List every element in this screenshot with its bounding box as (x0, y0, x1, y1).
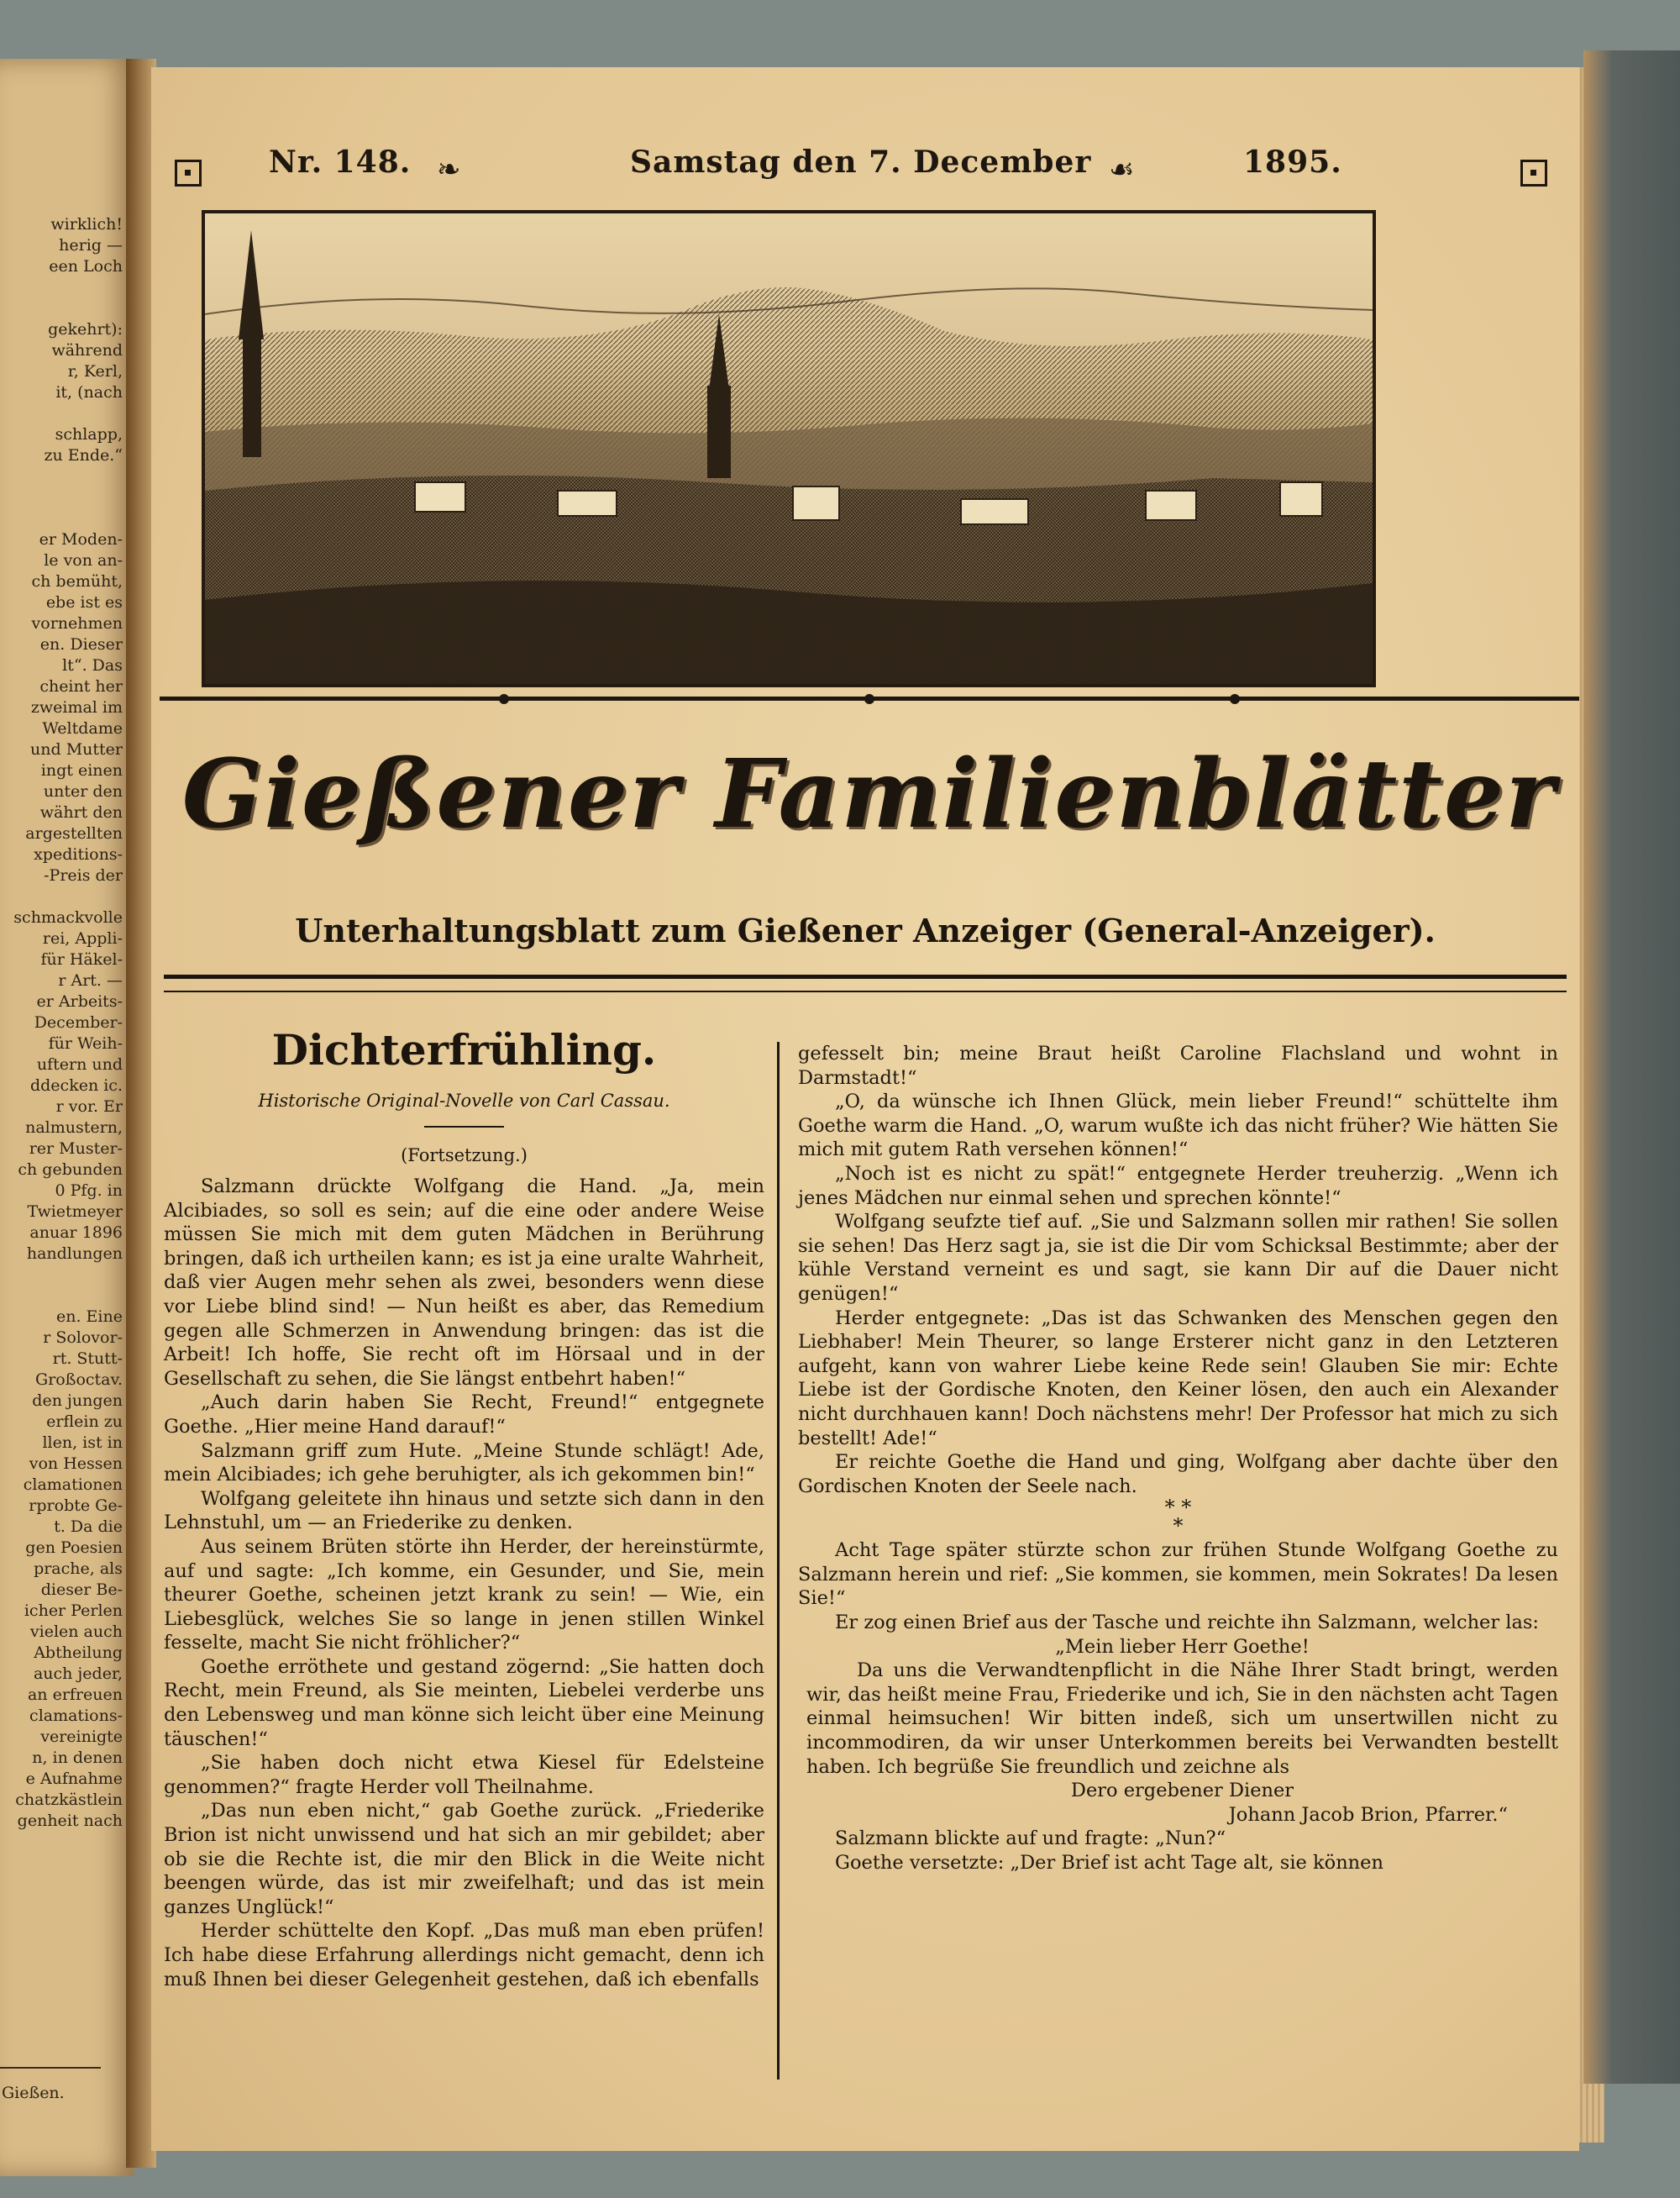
left-page-line (0, 1286, 123, 1307)
flourish-ornament: ❧ (437, 153, 461, 187)
paragraph: Er zog einen Brief aus der Tasche und reichte ihn Salzmann, welcher las: (835, 1612, 1540, 1634)
left-page-line: ingt einen (40, 761, 123, 780)
left-page-line: ch gebunden (18, 1160, 123, 1179)
left-page-line: ebe ist es (45, 593, 123, 612)
left-page-line: auch jeder, (33, 1664, 123, 1683)
left-page-line: argestellten (25, 824, 123, 843)
left-page-line: clamationen (23, 1475, 123, 1494)
left-page-line: prache, als (34, 1559, 123, 1578)
left-page-line: Abtheilung (34, 1643, 123, 1662)
left-page-line (0, 403, 123, 424)
paragraph: Salzmann blickte auf und fragte: „Nun?“ (835, 1827, 1226, 1850)
book-cover-edge (1583, 50, 1680, 2084)
letter-salutation: „Mein lieber Herr Goethe! (1055, 1635, 1310, 1658)
paragraph: Acht Tage später stürzte schon zur frühen Stunde Wolfgang Goethe zu Salzmann herein und rief: „Sie kommen, sie kommen, mein Sokrates! Da lesen Sie!“ (798, 1539, 1558, 1610)
left-page-line: r vor. Er (55, 1097, 123, 1116)
left-page-line: chatzkästlein (15, 1790, 123, 1809)
left-page-line: während (51, 341, 123, 360)
left-page-line: rt. Stutt- (52, 1349, 123, 1368)
newspaper-title: Gießener Familienblätter (181, 739, 1557, 849)
left-page-line: n, in denen (32, 1748, 123, 1767)
article-area (151, 67, 1579, 2151)
left-page-line: zu Ende.“ (44, 446, 123, 465)
section-break-stars: * * * (1164, 1496, 1192, 1538)
left-column (164, 1175, 764, 1991)
left-page-line (0, 466, 123, 487)
left-page-line: zweimal im (30, 698, 123, 717)
left-page-line: vielen auch (29, 1622, 123, 1641)
left-page-line: e Aufnahme (25, 1769, 123, 1788)
continuation-note: (Fortsetzung.) (401, 1145, 528, 1165)
left-page-line: rprobte Ge- (29, 1496, 123, 1515)
left-page-line: Weltdame (42, 719, 123, 738)
left-page-line: rei, Appli- (42, 929, 123, 948)
letter-closing: Dero ergebener Diener (1070, 1780, 1294, 1802)
left-page-line: für Häkel- (40, 950, 123, 969)
left-page-line (0, 1265, 123, 1286)
left-page-line: den jungen (32, 1391, 123, 1410)
left-page-line: December- (34, 1013, 123, 1032)
paragraph: Wolfgang seufzte tief auf. „Sie und Salzmann sollen mir rathen! Sie sollen sie sehen! Das Herz sagt ja, sie ist die Dir vom Schicksal Bestimmte; aber der kühle Verstand verneint es und sagt, sie kann Dir auf die Dauer nicht genügen!“ (798, 1211, 1558, 1305)
left-page-line: een Loch (49, 257, 123, 276)
paragraph: Herder entgegnete: „Das ist das Schwanken des Menschen gegen den Liebhaber! Mein Theurer, so lange Ersterer nicht ganz in den Letzteren aufgeht, kann von wahrer Liebe keine Rede sein! Glauben Sie mir: Echte Liebe ist der Gordische Knoten, den Keiner lösen, den auch ein Alexander nicht durchhauen kann! Doch nächstens mehr! Der Professor hat mich zu sich bestellt! Ade!“ (798, 1307, 1558, 1449)
left-page-line: und Mutter (30, 740, 123, 759)
left-page-line: schlapp, (55, 425, 123, 444)
left-page-line: schmackvolle (13, 908, 123, 927)
left-page-line: er Arbeits- (36, 992, 123, 1011)
left-page-line: ch bemüht, (31, 572, 123, 591)
paragraph: Salzmann griff zum Hute. „Meine Stunde schlägt! Ade, mein Alcibiades; ich gehe beruhigter, als ich gekommen bin!“ (164, 1439, 764, 1486)
left-page-line: anuar 1896 (29, 1223, 123, 1242)
letter-signature: Johann Jacob Brion, Pfarrer.“ (1228, 1803, 1508, 1826)
paragraph: Wolfgang geleitete ihn hinaus und setzte sich dann in den Lehnstuhl, um — an Friederike zu denken. (164, 1487, 764, 1534)
left-page-line (0, 487, 123, 508)
left-page-line: für Weih- (48, 1034, 123, 1053)
paragraph: Herder schüttelte den Kopf. „Das muß man eben prüfen! Ich habe diese Erfahrung allerdings nicht gemacht, denn ich muß Ihnen bei dieser Gelegenheit gestehen, daß ich ebenfalls (164, 1920, 764, 1990)
left-page-line: 0 Pfg. in (55, 1181, 123, 1200)
left-page-line (0, 298, 123, 319)
left-page-line: icher Perlen (24, 1601, 123, 1620)
issue-year: 1895. (1243, 145, 1342, 180)
left-page-line: handlungen (26, 1244, 123, 1263)
issue-date: Samstag den 7. December (630, 145, 1092, 180)
left-page-line: llen, ist in (42, 1433, 123, 1452)
left-page-line: er Moden- (39, 530, 123, 549)
left-page-line: en. Dieser (39, 635, 123, 654)
left-page-line (0, 886, 123, 907)
left-page-line: gekehrt): (48, 320, 123, 339)
left-page-line: r Solovor- (43, 1328, 123, 1347)
left-page-line: erflein zu (46, 1412, 123, 1431)
paragraph: gefesselt bin; meine Braut heißt Caroline Flachsland und wohnt in Darmstadt!“ (798, 1043, 1558, 1089)
quoted-letter (798, 1635, 1558, 1827)
left-page-text (0, 214, 123, 1832)
left-page-line (0, 277, 123, 298)
left-page-line: von Hessen (29, 1454, 123, 1473)
issue-number: Nr. 148. (269, 145, 412, 180)
left-page-line: ddecken ic. (29, 1076, 123, 1095)
newspaper-subtitle: Unterhaltungsblatt zum Gießener Anzeiger (General-Anzeiger). (295, 912, 1436, 949)
left-page-line: cheint her (39, 677, 123, 696)
left-page-line: unter den (43, 782, 123, 801)
left-page-footer: Gießen. (2, 2084, 65, 2102)
left-page-line: Großoctav. (35, 1370, 123, 1389)
paragraph: Goethe versetzte: „Der Brief ist acht Tage alt, sie können (835, 1852, 1383, 1874)
left-page-line: en. Eine (56, 1307, 123, 1326)
paragraph: „Auch darin haben Sie Recht, Freund!“ entgegnete Goethe. „Hier meine Hand darauf!“ (164, 1391, 764, 1438)
left-page-line: gen Poesien (25, 1538, 123, 1557)
byline-rule (424, 1126, 504, 1128)
left-page-line: genheit nach (17, 1812, 123, 1830)
left-page-line: währt den (39, 803, 123, 822)
left-page-rule (0, 2067, 101, 2069)
left-page-line: xpeditions- (34, 845, 123, 864)
paragraph: Goethe erröthete und gestand zögernd: „Sie hatten doch Recht, mein Freund, als Sie meinten, Liebelei verderbe uns den Lebensweg und man könne sich leicht über eine Meinung täuschen!“ (164, 1655, 764, 1750)
left-page-line: nalmustern, (25, 1118, 123, 1137)
left-page-line: t. Da die (54, 1517, 123, 1536)
left-page-line: r, Kerl, (67, 362, 123, 381)
paragraph: Salzmann drückte Wolfgang die Hand. „Ja, mein Alcibiades, so soll es sein; auf die eine oder andere Weise müssen Sie mich mit dem guten Mädchen in Berührung bringen, daß ich urtheilen kann; es ist ja eine uralte Wahrheit, daß vier Augen mehr sehen als zwei, besonders wenn diese vor Liebe blind sind! — Nun heißt es aber, das Remedium gegen alle Schmerzen in Anwendung bringen: das ist die Arbeit! Ich hoffe, Sie recht oft im Hörsaal und in der Gesellschaft zu sehen, die Sie längst entbehrt haben!“ (164, 1175, 764, 1390)
left-page-line: vornehmen (31, 614, 123, 633)
column-divider (777, 1042, 780, 2080)
paragraph: „O, da wünsche ich Ihnen Glück, mein lieber Freund!“ schüttelte ihm Goethe warm die Hand. „O, warum wußte ich das nicht früher? Wie hätten Sie mich mit gutem Rath versehen können!“ (798, 1091, 1558, 1161)
left-page-line: herig — (59, 236, 123, 255)
paragraph: „Das nun eben nicht,“ gab Goethe zurück. „Friederike Brion ist nicht unwissend und hat sich an mir gebildet; aber ob sie die Rechte ist, die mir den Blick in die Weite nicht beengen würde, das ist mir zweifelhaft; und das ist mein ganzes Unglück!“ (164, 1800, 764, 1918)
paragraph: „Noch ist es nicht zu spät!“ entgegnete Herder treuherzig. „Wenn ich jenes Mädchen nur einmal sehen und sprechen könnte!“ (798, 1162, 1558, 1209)
right-column (798, 1042, 1558, 1875)
adjacent-left-page (0, 59, 134, 2176)
left-page-line: r Art. — (58, 971, 123, 990)
paragraph: Er reichte Goethe die Hand und ging, Wolfgang aber dachte über den Gordischen Knoten der Seele nach. (798, 1451, 1558, 1497)
letter-body: Da uns die Verwandtenpflicht in die Nähe Ihrer Stadt bringt, werden wir, das heißt meine Frau, Friederike und ich, Sie in den nächsten acht Tagen einmal heimsuchen! Wir bitten indeß, sich um unsertwillen nicht zu incommodiren, da wir unser Unterkommen bereits bei Verwandten bestellt haben. Ich begrüße Sie freundlich und zeichne als (806, 1659, 1558, 1778)
left-page-line (0, 508, 123, 529)
left-page-line: lt“. Das (62, 656, 123, 675)
left-page-line: -Preis der (44, 866, 123, 885)
left-page-line: rer Muster- (29, 1139, 123, 1158)
left-page-line: le von an- (44, 551, 123, 570)
flourish-ornament: ☙ (1109, 153, 1135, 187)
left-page-line: vereinigte (40, 1727, 123, 1746)
left-page-line: clamations- (29, 1706, 123, 1725)
paragraph: „Sie haben doch nicht etwa Kiesel für Edelsteine genommen?“ fragte Herder voll Theilnahme. (164, 1752, 764, 1798)
paragraph: Aus seinem Brüten störte ihn Herder, der hereinstürmte, auf und sagte: „Ich komme, ein Gesunder, und Sie, mein theurer Goethe, scheinen jetzt krank zu sein! — Wie, ein Liebesglück, welches Sie so lange in jenen stillen Winkel fesselte, macht Sie nicht fröhlicher?“ (164, 1535, 764, 1654)
left-page-line: Twietmeyer (27, 1202, 123, 1221)
left-page-line: dieser Be- (40, 1580, 123, 1599)
left-page-line: an erfreuen (27, 1685, 123, 1704)
left-page-line: uftern und (36, 1055, 123, 1074)
left-page-line: it, (nach (55, 383, 123, 402)
story-byline: Historische Original-Novelle von Carl Cassau. (258, 1091, 670, 1111)
left-page-line: wirklich! (50, 215, 123, 234)
story-title: Dichterfrühling. (271, 1025, 657, 1075)
